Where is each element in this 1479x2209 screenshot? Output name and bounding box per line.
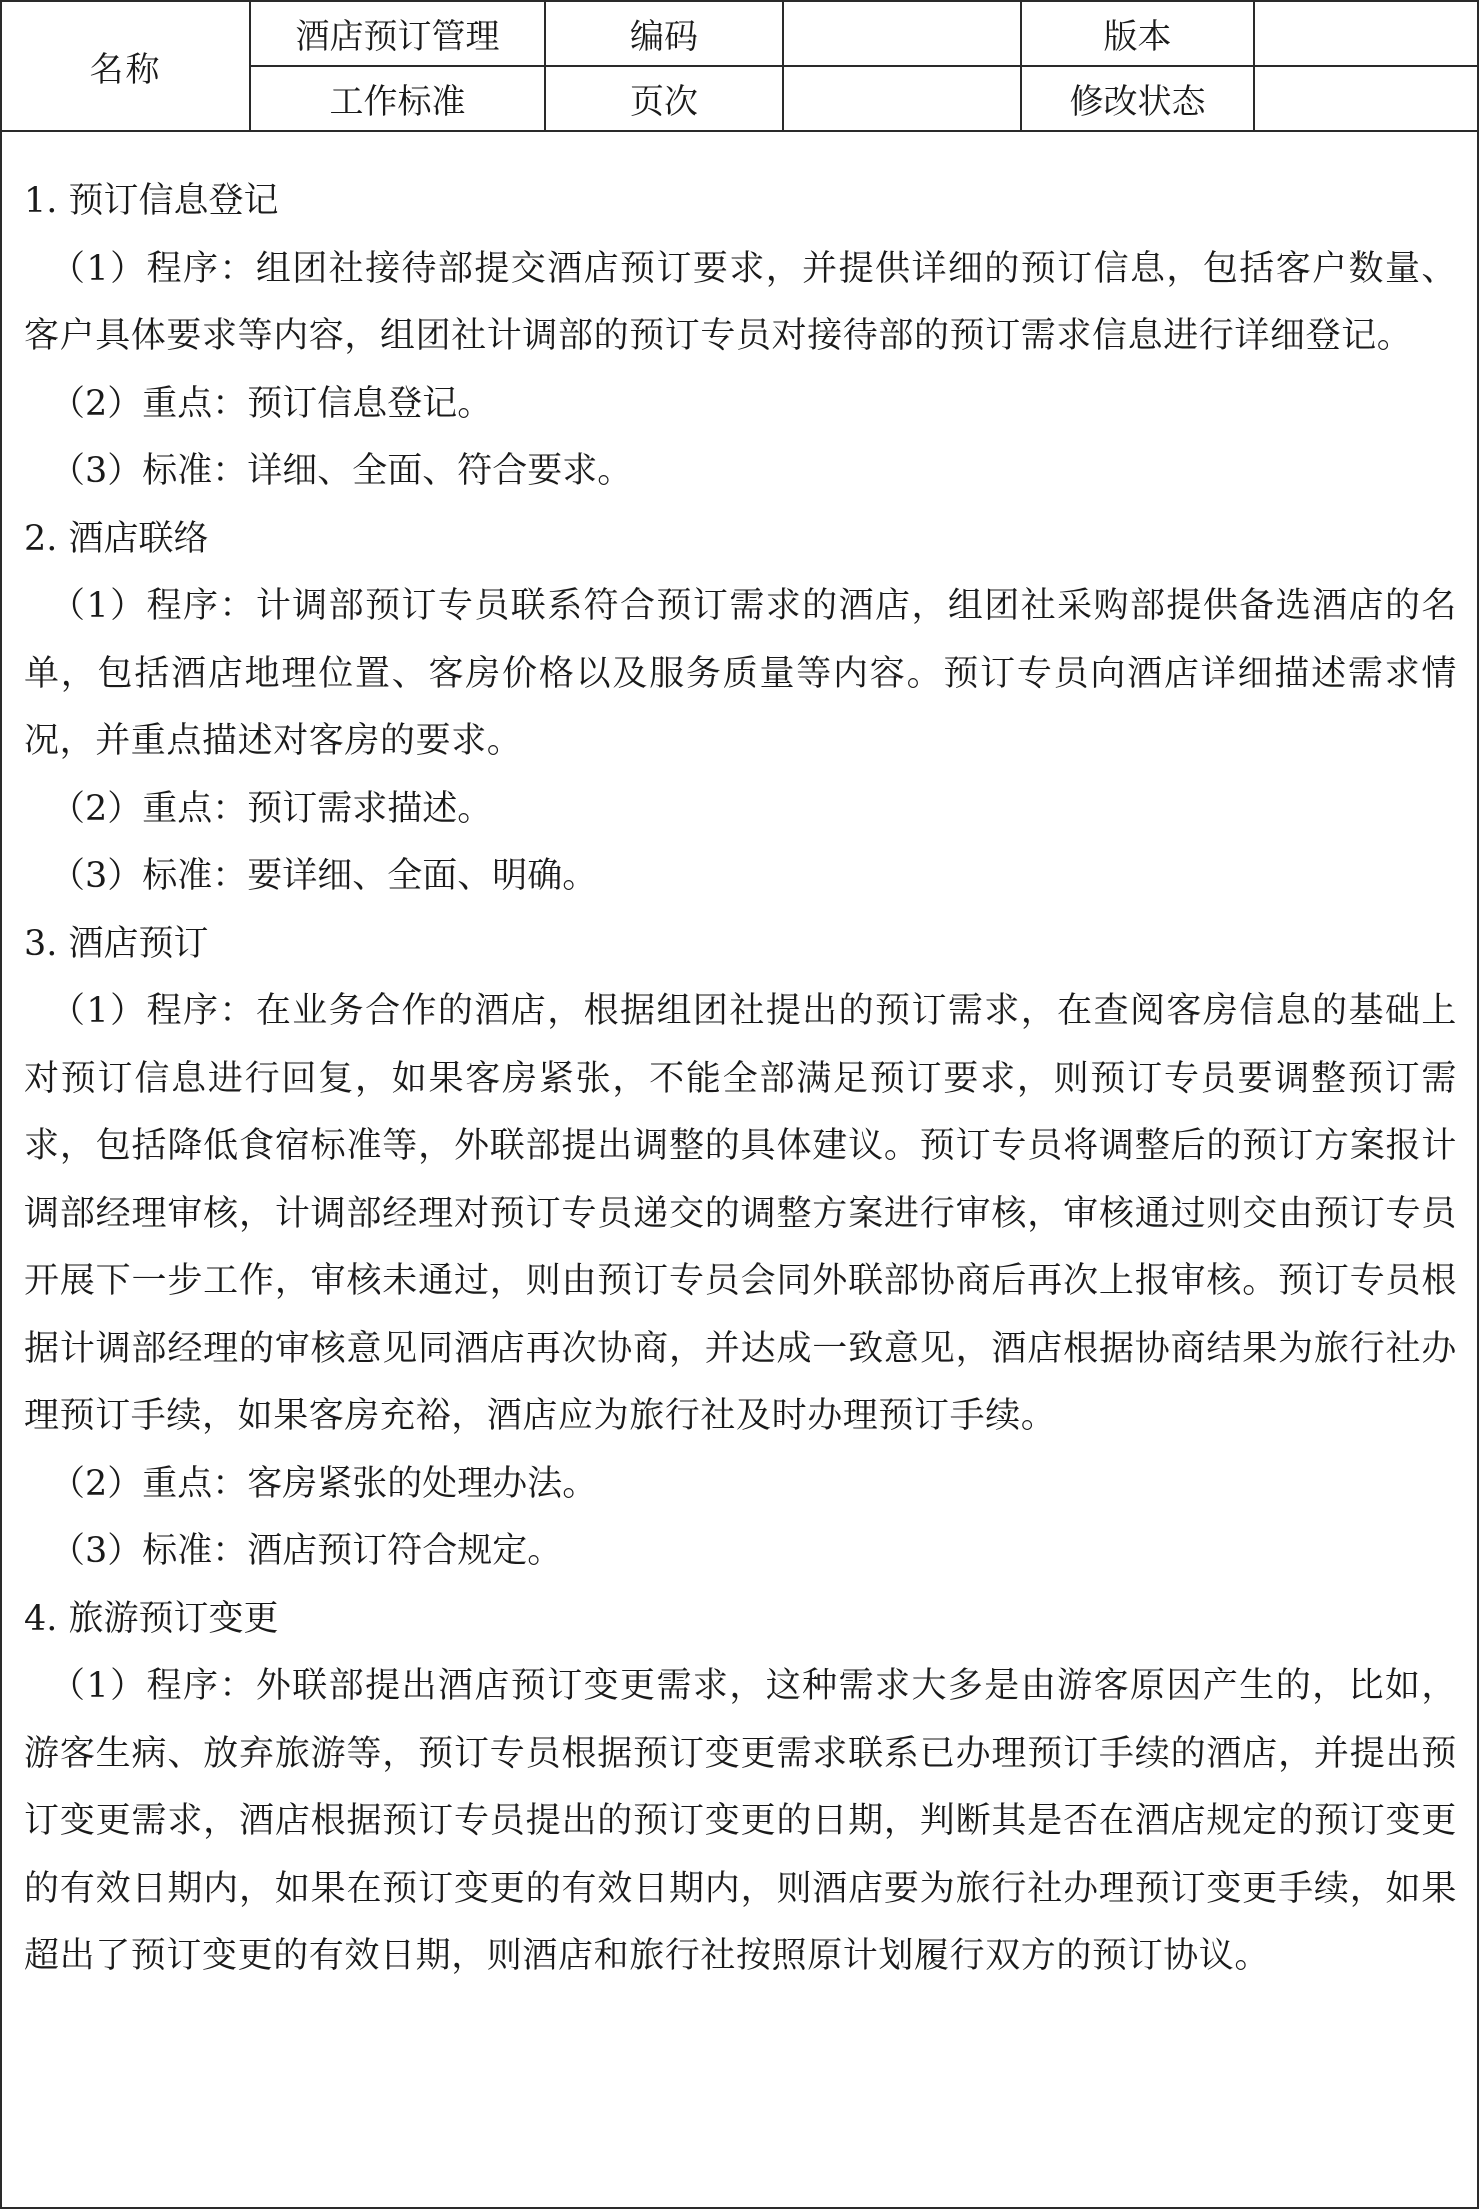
section-booking-registration: [24, 168, 1457, 506]
document-body: [2, 132, 1477, 1991]
document-title-line1: 酒店预订管理: [250, 2, 545, 66]
code-value: [783, 2, 1021, 66]
standard-text: （3）标准：要详细、全面、明确。: [50, 856, 598, 896]
standard-text: （3）标准：详细、全面、符合要求。: [50, 451, 633, 491]
code-label: 编码: [545, 2, 783, 66]
revision-label: 修改状态: [1021, 66, 1254, 131]
procedure-text: （1）程序：组团社接待部提交酒店预订要求，并提供详细的预订信息，包括客户数量、客户具体要求等内容，组团社计调部的预订专员对接待部的预订需求信息进行详细登记。: [24, 248, 1457, 356]
section-title: 2. 酒店联络: [24, 518, 209, 559]
section-title: 1. 预订信息登记: [24, 181, 279, 221]
section-hotel-booking: [24, 911, 1457, 1586]
section-title: 4. 旅游预订变更: [24, 1598, 279, 1639]
name-label: 名称: [2, 2, 250, 131]
page-value: [783, 66, 1021, 131]
section-hotel-contact: [24, 506, 1457, 911]
procedure-text: （1）程序：在业务合作的酒店，根据组团社提出的预订需求，在查阅客房信息的基础上对预订信息进行回复，如果客房紧张，不能全部满足预订要求，则预订专员要调整预订需求，包括降低食宿标准等，外联部提出调整的具体建议。预订专员将调整后的预订方案报计调部经理审核，计调部经理对预订专员递交的调整方案进行审核，审核通过则交由预订专员开展下一步工作，审核未通过，则由预订专员会同外联部协商后再次上报审核。预订专员根据计调部经理的审核意见同酒店再次协商，并达成一致意见，酒店根据协商结果为旅行社办理预订手续，如果客房充裕，酒店应为旅行社及时办理预订手续。: [24, 991, 1457, 1436]
focus-text: （2）重点：预订需求描述。: [50, 788, 493, 829]
procedure-text: （1）程序：计调部预订专员联系符合预订需求的酒店，组团社采购部提供备选酒店的名单，包括酒店地理位置、客房价格以及服务质量等内容。预订专员向酒店详细描述需求情况，并重点描述对客房的要求。: [24, 586, 1457, 761]
procedure-text: （1）程序：外联部提出酒店预订变更需求，这种需求大多是由游客原因产生的，比如，游客生病、放弃旅游等，预订专员根据预订变更需求联系已办理预订手续的酒店，并提出预订变更需求，酒店根据预订专员提出的预订变更的日期，判断其是否在酒店规定的预订变更的有效日期内，如果在预订变更的有效日期内，则酒店要为旅行社办理预订变更手续，如果超出了预订变更的有效日期，则酒店和旅行社按照原计划履行双方的预订协议。: [24, 1666, 1457, 1976]
standard-text: （3）标准：酒店预订符合规定。: [50, 1531, 563, 1571]
section-title: 3. 酒店预订: [24, 923, 209, 964]
focus-text: （2）重点：客房紧张的处理办法。: [50, 1463, 598, 1504]
document-title-line2: 工作标准: [250, 66, 545, 131]
version-label: 版本: [1021, 2, 1254, 66]
header-table: [2, 2, 1479, 132]
focus-text: （2）重点：预订信息登记。: [50, 383, 493, 424]
version-value: [1254, 2, 1479, 66]
section-booking-change: [24, 1586, 1457, 1991]
page-label: 页次: [545, 66, 783, 131]
revision-value: [1254, 66, 1479, 131]
